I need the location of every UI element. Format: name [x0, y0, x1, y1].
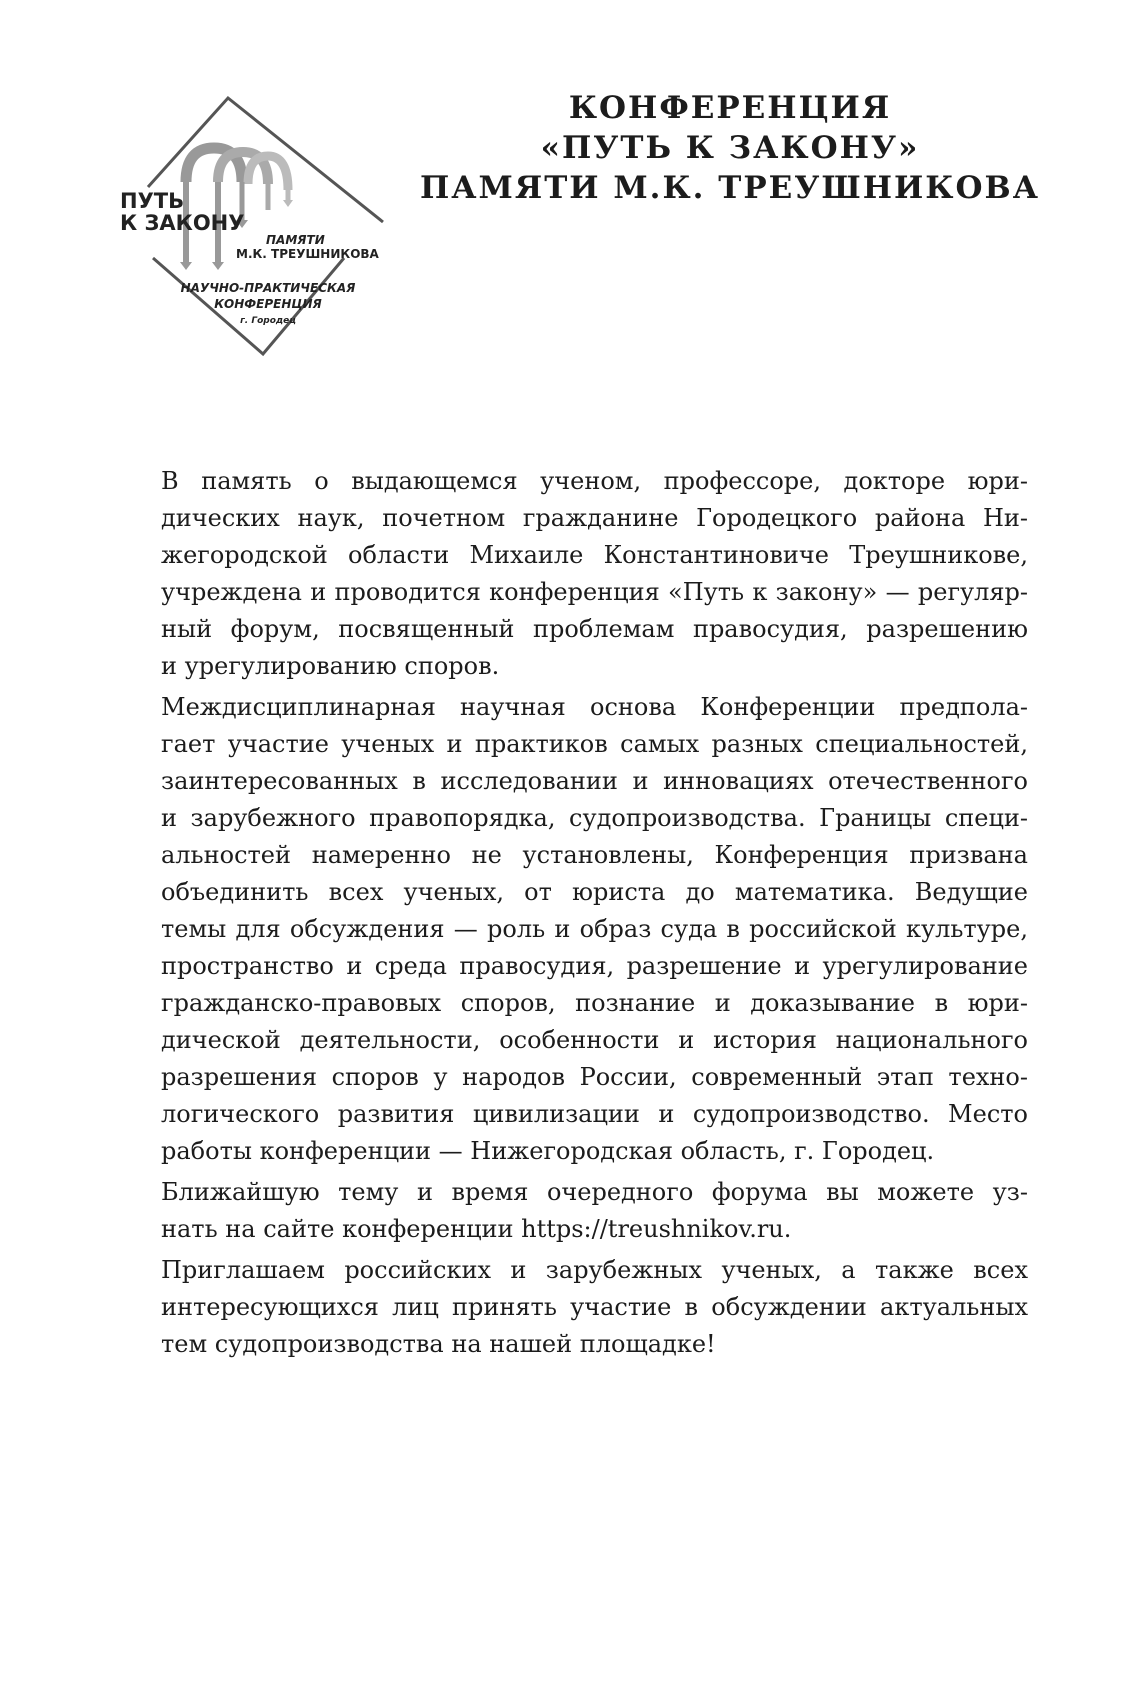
text-line: дических наук, почетном гражданине Городецкого района Ни- — [161, 504, 1028, 532]
paragraph-invitation — [125, 1252, 1028, 1363]
paragraph-intro — [125, 463, 1028, 685]
text-line: Ближайшую тему и время очередного форума вы можете уз- — [161, 1178, 1028, 1206]
logo-arrow-4 — [283, 200, 293, 207]
title-line-3: ПАМЯТИ М.К. ТРЕУШНИКОВА — [420, 170, 1040, 206]
logo-subtitle-line2: КОНФЕРЕНЦИЯ — [214, 297, 322, 311]
text-line: логического развития цивилизации и судопроизводство. Место — [161, 1100, 1028, 1128]
logo-title-line2: К ЗАКОНУ — [120, 211, 245, 235]
text-line: В память о выдающемся ученом, профессоре, докторе юри- — [161, 467, 1028, 495]
title-line-1: КОНФЕРЕНЦИЯ — [568, 90, 892, 126]
text-line: жегородской области Михаиле Константиновиче Треушникове, — [161, 541, 1028, 569]
logo-arrow-1 — [180, 262, 192, 270]
text-line: нать на сайте конференции https://treushnikov.ru. — [161, 1215, 792, 1243]
text-line: заинтересованных в исследовании и инновациях отечественного — [161, 767, 1028, 795]
text-line: и зарубежного правопорядка, судопроизводства. Границы специ- — [161, 804, 1028, 832]
text-line: и урегулированию споров. — [161, 652, 500, 680]
text-line: объединить всех ученых, от юриста до математика. Ведущие — [161, 878, 1028, 906]
page-title — [420, 88, 1040, 208]
text-line: темы для обсуждения — роль и образ суда в российской культуре, — [161, 915, 1028, 943]
conference-logo — [118, 92, 418, 392]
text-line: Приглашаем российских и зарубежных ученых, а также всех — [161, 1256, 1028, 1284]
text-line: альностей намеренно не установлены, Конференция призвана — [161, 841, 1028, 869]
text-line: учреждена и проводится конференция «Путь к закону» — регуляр- — [161, 578, 1028, 606]
text-line: гражданско-правовых споров, познание и доказывание в юри- — [161, 989, 1028, 1017]
text-line: разрешения споров у народов России, современный этап техно- — [161, 1063, 1028, 1091]
logo-city: г. Городец — [240, 316, 296, 326]
text-line: Междисциплинарная научная основа Конференции предпола- — [161, 693, 1028, 721]
logo-arrow-2 — [212, 262, 224, 270]
title-line-2: «ПУТЬ К ЗАКОНУ» — [540, 130, 920, 166]
text-line: работы конференции — Нижегородская область, г. Городец. — [161, 1137, 935, 1165]
text-line: гает участие ученых и практиков самых разных специальностей, — [161, 730, 1028, 758]
text-line: пространство и среда правосудия, разрешение и урегулирование — [161, 952, 1028, 980]
body-text — [125, 463, 1028, 1367]
text-line: ный форум, посвященный проблемам правосудия, разрешению — [161, 615, 1028, 643]
conference-logo-graphic — [118, 92, 418, 392]
logo-title-line1: ПУТЬ — [120, 189, 185, 213]
logo-memory-line1: ПАМЯТИ — [266, 233, 325, 247]
paragraph-website — [125, 1174, 1028, 1248]
logo-memory-line2: М.К. ТРЕУШНИКОВА — [236, 247, 379, 261]
paragraph-scope — [125, 689, 1028, 1170]
text-line: интересующихся лиц принять участие в обсуждении актуальных — [161, 1293, 1028, 1321]
logo-subtitle-line1: НАУЧНО-ПРАКТИЧЕСКАЯ — [180, 281, 356, 295]
text-line: дической деятельности, особенности и история национального — [161, 1026, 1028, 1054]
text-line: тем судопроизводства на нашей площадке! — [161, 1330, 716, 1358]
